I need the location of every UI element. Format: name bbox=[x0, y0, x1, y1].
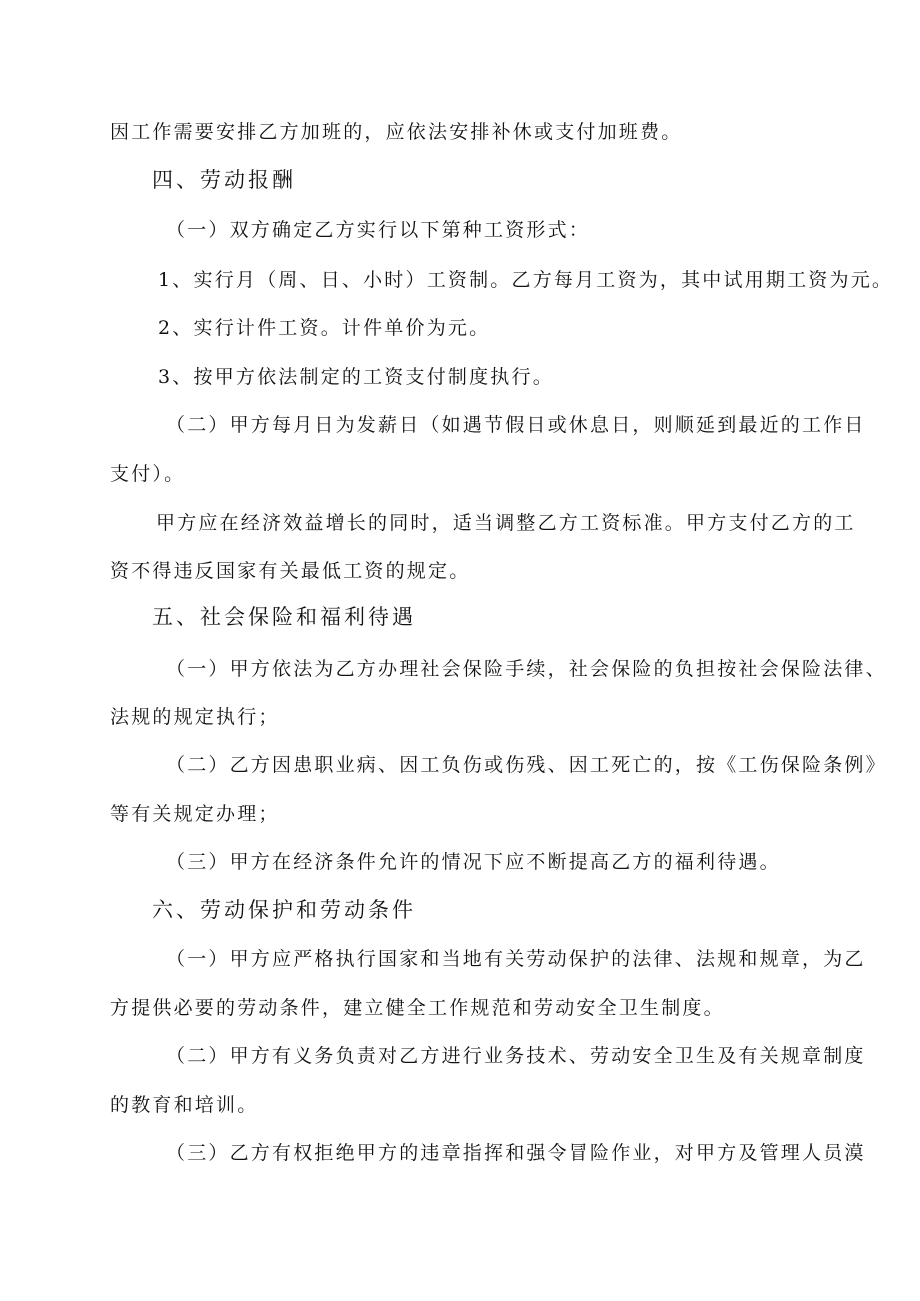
clause-protection-line2: 方提供必要的劳动条件，建立健全工作规范和劳动安全卫生制度。 bbox=[110, 997, 725, 1019]
section-heading-remuneration: 四、劳动报酬 bbox=[152, 168, 296, 192]
item-piece-wage: 2、实行计件工资。计件单价为元。 bbox=[158, 317, 491, 339]
paragraph-wage-adjust-line1: 甲方应在经济效益增长的同时，适当调整乙方工资标准。甲方支付乙方的工 bbox=[156, 512, 856, 534]
clause-refusal-line1: （三）乙方有权拒绝甲方的违章指挥和强令冒险作业，对甲方及管理人员漠 bbox=[166, 1142, 866, 1164]
section-heading-labor-protection: 六、劳动保护和劳动条件 bbox=[152, 898, 416, 922]
clause-insurance-line1: （一）甲方依法为乙方办理社会保险手续，社会保险的负担按社会保险法律、 bbox=[166, 658, 887, 680]
section-heading-social-insurance: 五、社会保险和福利待遇 bbox=[152, 605, 416, 629]
clause-wage-form: （一）双方确定乙方实行以下第种工资形式： bbox=[166, 219, 591, 241]
clause-welfare: （三）甲方在经济条件允许的情况下应不断提高乙方的福利待遇。 bbox=[166, 851, 781, 873]
item-wage-system: 3、按甲方依法制定的工资支付制度执行。 bbox=[158, 366, 554, 388]
clause-payday-line2: 支付）。 bbox=[110, 463, 186, 485]
clause-payday-line1: （二）甲方每月日为发薪日（如遇节假日或休息日，则顺延到最近的工作日 bbox=[166, 414, 866, 436]
paragraph-wage-adjust-line2: 资不得违反国家有关最低工资的规定。 bbox=[110, 560, 471, 582]
clause-training-line1: （二）甲方有义务负责对乙方进行业务技术、劳动安全卫生及有关规章制度 bbox=[166, 1045, 866, 1067]
clause-injury-line1: （二）乙方因患职业病、因工负伤或伤残、因工死亡的，按《工伤保险条例》 bbox=[166, 754, 887, 776]
clause-training-line2: 的教育和培训。 bbox=[110, 1094, 259, 1116]
item-monthly-wage: 1、实行月（周、日、小时）工资制。乙方每月工资为，其中试用期工资为元。 bbox=[158, 269, 894, 291]
clause-injury-line2: 等有关规定办理； bbox=[110, 803, 280, 825]
clause-insurance-line2: 法规的规定执行； bbox=[110, 706, 280, 728]
paragraph-overtime-continued: 因工作需要安排乙方加班的，应依法安排补休或支付加班费。 bbox=[110, 121, 683, 143]
clause-protection-line1: （一）甲方应严格执行国家和当地有关劳动保护的法律、法规和规章，为乙 bbox=[166, 948, 866, 970]
